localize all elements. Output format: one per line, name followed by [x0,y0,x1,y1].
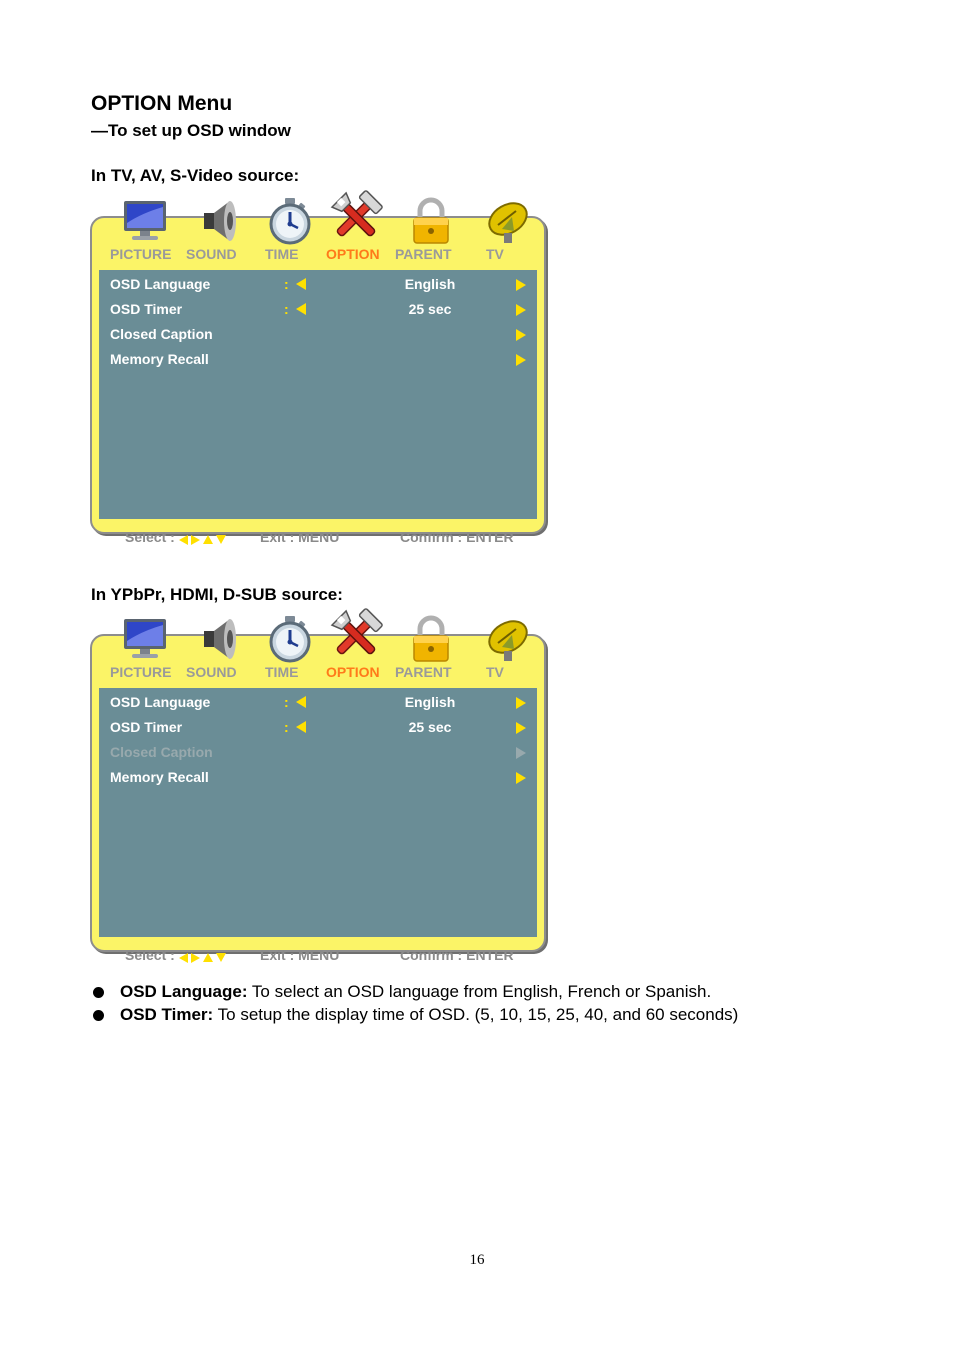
left-arrow-icon[interactable] [296,278,306,290]
bullet-dot-icon [93,987,104,998]
right-arrow-icon[interactable] [516,279,526,291]
menu-row-label: Closed Caption [110,326,213,342]
speaker-icon[interactable] [196,195,248,247]
tools-icon[interactable] [328,607,380,659]
menu-row-colon: : [284,719,289,735]
left-arrow-icon[interactable] [296,303,306,315]
menu-row-memory-recall[interactable] [110,349,530,371]
bullet-desc: To setup the display time of OSD. (5, 10, 15, 25, 40, and 60 seconds) [213,1005,739,1024]
left-arrow-icon[interactable] [296,721,306,733]
tab-tv[interactable]: TV [486,246,504,262]
footer-select [125,529,229,546]
tab-parent[interactable]: PARENT [395,246,452,262]
stopwatch-icon[interactable] [264,613,316,665]
right-arrow-icon[interactable] [516,772,526,784]
right-arrow-icon[interactable] [516,747,526,759]
tab-picture[interactable]: PICTURE [110,246,172,262]
menu-row-osd-timer[interactable] [110,299,530,321]
right-arrow-icon[interactable] [516,697,526,709]
navigation-arrows-icon [179,948,229,964]
bullet-desc: To select an OSD language from English, French or Spanish. [247,982,712,1001]
stopwatch-icon[interactable] [264,195,316,247]
monitor-icon[interactable] [120,195,172,247]
bullet-dot-icon [93,1010,104,1021]
page-subtitle: —To set up OSD window [91,121,291,140]
right-arrow-icon[interactable] [516,354,526,366]
menu-row-closed-caption[interactable] [110,742,530,764]
menu-row-label: Memory Recall [110,351,209,367]
tab-sound[interactable]: SOUND [186,246,237,262]
tab-option[interactable]: OPTION [326,664,380,680]
section-heading-ypbpr-hdmi: In YPbPr, HDMI, D-SUB source: [91,585,343,604]
menu-row-value: English [404,276,456,292]
menu-row-osd-language[interactable] [110,274,530,296]
right-arrow-icon[interactable] [516,304,526,316]
bullet-osd-timer [91,1005,911,1028]
menu-row-label: OSD Language [110,694,211,710]
menu-row-value: 25 sec [408,719,452,735]
osd-menu-ypbpr-hdmi [90,609,546,963]
tab-time[interactable]: TIME [265,246,299,262]
right-arrow-icon[interactable] [516,329,526,341]
tab-sound[interactable]: SOUND [186,664,237,680]
menu-row-memory-recall[interactable] [110,767,530,789]
menu-row-label: OSD Timer [110,719,183,735]
menu-row-value: 25 sec [408,301,452,317]
menu-row-colon: : [284,276,289,292]
tab-picture[interactable]: PICTURE [110,664,172,680]
menu-row-osd-language[interactable] [110,692,530,714]
menu-row-label: Memory Recall [110,769,209,785]
footer-confirm: Confirm : ENTER [400,529,514,545]
padlock-icon[interactable] [405,195,457,247]
menu-row-closed-caption[interactable] [110,324,530,346]
section-heading-tv-av: In TV, AV, S-Video source: [91,166,300,185]
menu-row-label: OSD Timer [110,301,183,317]
footer-exit: Exit : MENU [260,947,340,963]
padlock-icon[interactable] [405,613,457,665]
bullet-term: OSD Timer: [120,1005,214,1024]
footer-confirm: Confirm : ENTER [400,947,514,963]
bullet-osd-language [91,982,911,1005]
satellite-dish-icon[interactable] [482,613,534,665]
monitor-icon[interactable] [120,613,172,665]
osd-menu-tv-av [90,191,546,545]
footer-exit: Exit : MENU [260,529,340,545]
menu-row-label: Closed Caption [110,744,213,760]
menu-row-osd-timer[interactable] [110,717,530,739]
speaker-icon[interactable] [196,613,248,665]
navigation-arrows-icon [179,530,229,546]
tools-icon[interactable] [328,189,380,241]
menu-row-label: OSD Language [110,276,211,292]
footer-select-label: Select : [125,529,175,545]
satellite-dish-icon[interactable] [482,195,534,247]
page-title: OPTION Menu [91,92,233,115]
menu-row-colon: : [284,301,289,317]
left-arrow-icon[interactable] [296,696,306,708]
right-arrow-icon[interactable] [516,722,526,734]
page-number: 16 [469,1252,485,1268]
footer-select-label: Select : [125,947,175,963]
menu-row-value: English [404,694,456,710]
bullet-list [91,982,911,1028]
menu-row-colon: : [284,694,289,710]
tab-tv[interactable]: TV [486,664,504,680]
footer-select [125,947,229,964]
tab-option[interactable]: OPTION [326,246,380,262]
tab-time[interactable]: TIME [265,664,299,680]
bullet-term: OSD Language: [120,982,248,1001]
tab-parent[interactable]: PARENT [395,664,452,680]
